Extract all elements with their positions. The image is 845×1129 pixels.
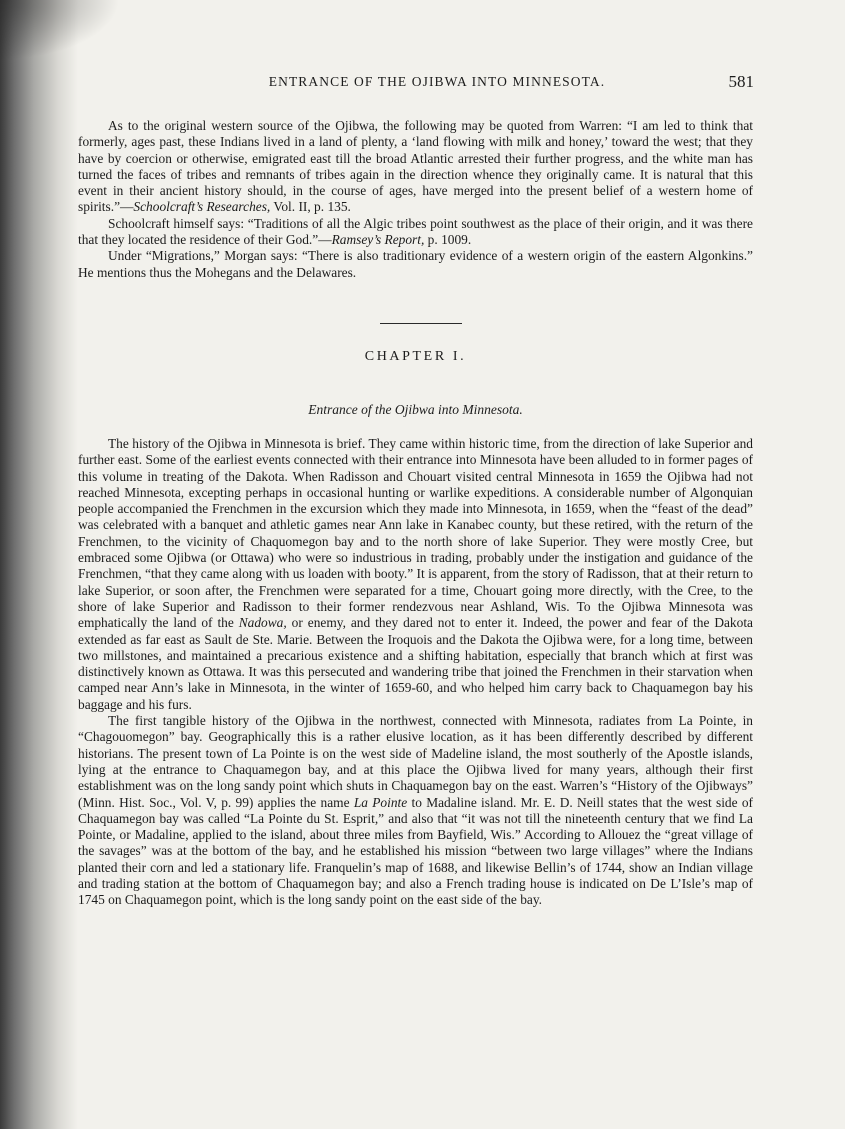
running-title: ENTRANCE OF THE OJIBWA INTO MINNESOTA. — [268, 74, 606, 89]
paragraph-text: Under “Migrations,” Morgan says: “There is also traditionary evidence of a western origin of the eastern Algonkins.” He mentions thus the Mohegans and the Delawares. — [78, 248, 753, 280]
page-corner-shadow — [0, 0, 120, 60]
running-head — [78, 72, 756, 96]
paragraph-text: As to the original western source of the Ojibwa, the following may be quoted from Warren: “I am led to think that formerly, ages past, these Indians lived in a land of plenty, a ‘land flowing with milk and honey,’ toward the west; that they have by coercion or otherwise, emigrated east till the broad Atlantic arrested their further progress, and the white man has turned the faces of tribes and remnants of tribes again in the direction whence they originally came. It is natural that this event in their ancient history should, in the course of ages, have merged into the present belief of a western home of spirits.”— — [78, 118, 753, 215]
citation-title: Ramsey’s Report, — [331, 232, 425, 248]
chapter-heading: CHAPTER I. — [364, 349, 467, 364]
paragraph-text: Vol. II, p. 135. — [270, 199, 351, 215]
paragraph-text: or enemy, and they dared not to enter it. Indeed, the power and fear of the Dakota extended as far east as Sault de Ste. Marie. Between the Iroquois and the Dakota the Ojibwa were, for a long time, between two millstones, and maintained a precarious existence and a shifting habitation, especially that branch which at first was distinctively known as Ottawa. It was this persecuted and wandering tribe that joined the Frenchmen in their starvation when camped near Ann’s lake in Minnesota, in the winter of 1659-60, and who helped him carry back to Chaquamegon bay his baggage and his furs. — [78, 615, 753, 712]
paragraph-text: to Madaline island. Mr. E. D. Neill states that the west side of Chaquamegon bay was called “La Pointe du St. Esprit,” and also that “it was not till the nineteenth century that we find La Pointe, or Madaline, applied to the island, about three miles from Bayfield, Wis.” According to Allouez the “great village of the savages” was at the bottom of the bay, and he established his mission “between two large villages” where the Indians planted their corn and led a stationary life. Franquelin’s map of 1688, and likewise Bellin’s of 1744, show an Indian village and trading station at the bottom of Chaquamegon bay; and also a French trading house is indicated on De L’Isle’s map of 1745 on Chaquamegon point, which is the long sandy point on the east side of the bay. — [78, 794, 753, 908]
paragraph — [78, 713, 753, 909]
paragraph-text: Schoolcraft himself says: “Traditions of all the Algic tribes point southwest as the place of their origin, and it was there that they located the residence of their God.”— — [78, 215, 753, 248]
paragraph — [78, 436, 753, 713]
book-gutter-shadow — [0, 0, 78, 1129]
paragraph-text: p. 1009. — [424, 232, 472, 248]
paragraph — [78, 248, 753, 281]
paragraph — [78, 216, 753, 249]
italic-term: Nadowa, — [238, 615, 287, 631]
chapter-body — [78, 436, 753, 909]
italic-term: La Pointe — [353, 794, 408, 810]
section-divider — [380, 323, 462, 324]
paragraph-text: The first tangible history of the Ojibwa in the northwest, connected with Minnesota, radiates from La Pointe, in “Chagouomegon” bay. Geographically this is a rather elusive location, as it has been differently described by different historians. The present town of La Pointe is on the west side of Madeline island, the most southerly of the Apostle islands, lying at the entrance to Chaquamegon bay, and at this place the Ojibwa lived for many years, although their first establishment was on the long sandy point which shuts in Chaquamegon bay on the east. Warren’s “History of the Ojibways” (Minn. Hist. Soc., Vol. V, p. 99) applies the name — [78, 713, 753, 810]
chapter-subtitle: Entrance of the Ojibwa into Minnesota. — [308, 402, 523, 417]
paragraph-text: The history of the Ojibwa in Minnesota is brief. They came within historic time, from the direction of lake Superior and further east. Some of the earliest events connected with their entrance into Minnesota have been alluded to in former pages of this volume in treating of the Dakota. When Radisson and Chouart visited central Minnesota in 1659 the Ojibwa had not reached Minnesota, excepting perhaps in occasional hunting or warlike expeditions. A considerable number of Algonquian people accompanied the Frenchmen in the excursion which they made into Minnesota, in 1659, when the “feast of the dead” was celebrated with a banquet and athletic games near Ann lake in Kanabec county, but these retired, with the return of the Frenchmen, to the vicinity of Chaquomegon bay and to the north shore of lake Superior. They were mostly Cree, but embraced some Ojibwa (or Ottawa) who were so industrious in trading, probably under the instigation and guidance of the Frenchmen, “that they came along with us loaden with booty.” It is apparent, from the story of Radisson, that at their return to lake Superior, or soon after, the Frenchmen were separated for a time, Chouart going more directly, with the Cree, to the shore of lake Superior and Radisson to their former rendezvous near Ashland, Wis. To the Ojibwa Minnesota was emphatically the land of the — [78, 436, 753, 631]
citation-title: Schoolcraft’s Researches, — [133, 199, 271, 215]
intro-section — [78, 118, 753, 281]
page-number: 581 — [728, 72, 754, 91]
paragraph — [78, 118, 753, 216]
